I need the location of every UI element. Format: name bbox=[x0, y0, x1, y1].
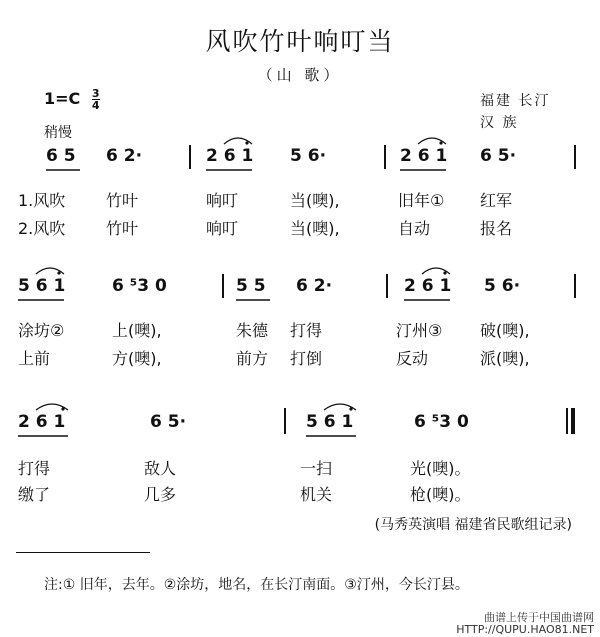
notes-r1-m3b: 6 5· bbox=[480, 146, 517, 166]
notes-r1-m1a: 6 5 bbox=[46, 146, 76, 166]
notes-r2-m3b: 5 6· bbox=[484, 276, 521, 296]
notes-r1-m1b: 6 2· bbox=[106, 146, 143, 166]
octave-dot bbox=[57, 271, 60, 274]
octave-dot bbox=[61, 407, 64, 410]
notes-r1-m2a: 2 6 1 bbox=[206, 146, 254, 166]
octave-dot bbox=[443, 271, 446, 274]
notes-r3-m1b: 6 5· bbox=[150, 412, 187, 432]
watermark-line1: 曲谱上传于中国曲谱网 bbox=[484, 611, 594, 624]
notes-r1-m3a: 2 6 1 bbox=[400, 146, 448, 166]
notes-r2-m1b: 6 ⁵3 0 bbox=[112, 276, 167, 296]
lyric-r2v2-1: 上前 bbox=[18, 349, 51, 368]
lyric-r2v1-3: 朱德 bbox=[236, 321, 269, 340]
lyric-r2v1-6: 破(噢), bbox=[480, 321, 530, 340]
lyric-r2v1-4: 打得 bbox=[290, 321, 323, 340]
lyric-r3v2-1: 缴了 bbox=[18, 485, 51, 504]
lyric-r1v2-3: 响叮 bbox=[206, 219, 239, 238]
lyric-r2v2-6: 派(噢), bbox=[480, 349, 530, 368]
lyric-r1v2-1: 2.风吹 bbox=[18, 219, 66, 238]
notes-r3-m1a: 2 6 1 bbox=[18, 412, 66, 432]
notes-r2-m1a: 5 6 1 bbox=[18, 276, 66, 296]
lyric-r1v1-1: 1.风吹 bbox=[18, 191, 66, 210]
lyric-r2v1-2: 上(噢), bbox=[112, 321, 162, 340]
lyric-r3v2-2: 几多 bbox=[144, 485, 177, 504]
watermark-line2: HTTP://QUPU.HAO81.NET bbox=[456, 623, 594, 636]
lyric-r1v2-2: 竹叶 bbox=[106, 219, 139, 238]
octave-dot bbox=[439, 141, 442, 144]
origin-ethnicity: 汉 族 bbox=[480, 115, 519, 131]
tempo-marking: 稍慢 bbox=[44, 125, 72, 141]
origin-region: 福建 长汀 bbox=[480, 93, 551, 109]
lyric-r2v2-4: 打倒 bbox=[290, 349, 323, 368]
lyric-r1v1-6: 红军 bbox=[480, 191, 513, 210]
notes-r2-m2b: 6 2· bbox=[296, 276, 333, 296]
lyric-r2v2-5: 反动 bbox=[396, 349, 429, 368]
time-sig-bottom: 4 bbox=[91, 99, 100, 112]
lyric-r3v1-1: 打得 bbox=[18, 459, 51, 478]
lyric-r3v2-3: 机关 bbox=[300, 485, 333, 504]
footnote-rule bbox=[16, 552, 150, 553]
lyric-r1v1-2: 竹叶 bbox=[106, 191, 139, 210]
lyric-r1v1-5: 旧年① bbox=[398, 191, 445, 210]
song-genre: （山 歌） bbox=[257, 66, 343, 84]
lyric-r2v2-3: 前方 bbox=[236, 349, 269, 368]
octave-dot bbox=[349, 407, 352, 410]
lyric-r1v1-3: 响叮 bbox=[206, 191, 239, 210]
watermark bbox=[456, 612, 594, 636]
lyric-r1v2-5: 自动 bbox=[398, 219, 431, 238]
lyric-r1v2-4: 当(噢), bbox=[290, 219, 340, 238]
footnote: 注:① 旧年，去年。②涂坊，地名，在长汀南面。③汀州，今长汀县。 bbox=[44, 577, 469, 593]
notes-r1-m2b: 5 6· bbox=[290, 146, 327, 166]
lyric-r2v1-1: 涂坊② bbox=[18, 321, 65, 340]
notes-r3-m2b: 6 ⁵3 0 bbox=[414, 412, 469, 432]
song-title: 风吹竹叶响叮当 bbox=[205, 27, 395, 56]
notes-r2-m3a: 2 6 1 bbox=[404, 276, 452, 296]
lyric-r1v2-6: 报名 bbox=[480, 219, 513, 238]
lyric-r1v1-4: 当(噢), bbox=[290, 191, 340, 210]
lyric-r3v2-4: 枪(噢)。 bbox=[410, 485, 471, 504]
notes-r3-m2a: 5 6 1 bbox=[306, 412, 354, 432]
performer-credit: (马秀英演唱 福建省民歌组记录) bbox=[374, 517, 572, 533]
octave-dot bbox=[245, 141, 248, 144]
lyric-r2v1-5: 汀州③ bbox=[396, 321, 443, 340]
notes-r2-m2a: 5 5 bbox=[236, 276, 266, 296]
lyric-r3v1-3: 一扫 bbox=[300, 459, 333, 478]
lyric-r3v1-2: 敌人 bbox=[144, 459, 177, 478]
key-label: 1=C bbox=[44, 89, 81, 108]
lyric-r2v2-2: 方(噢), bbox=[112, 349, 162, 368]
lyric-r3v1-4: 光(噢)。 bbox=[410, 459, 471, 478]
time-sig-top: 3 bbox=[91, 87, 100, 100]
